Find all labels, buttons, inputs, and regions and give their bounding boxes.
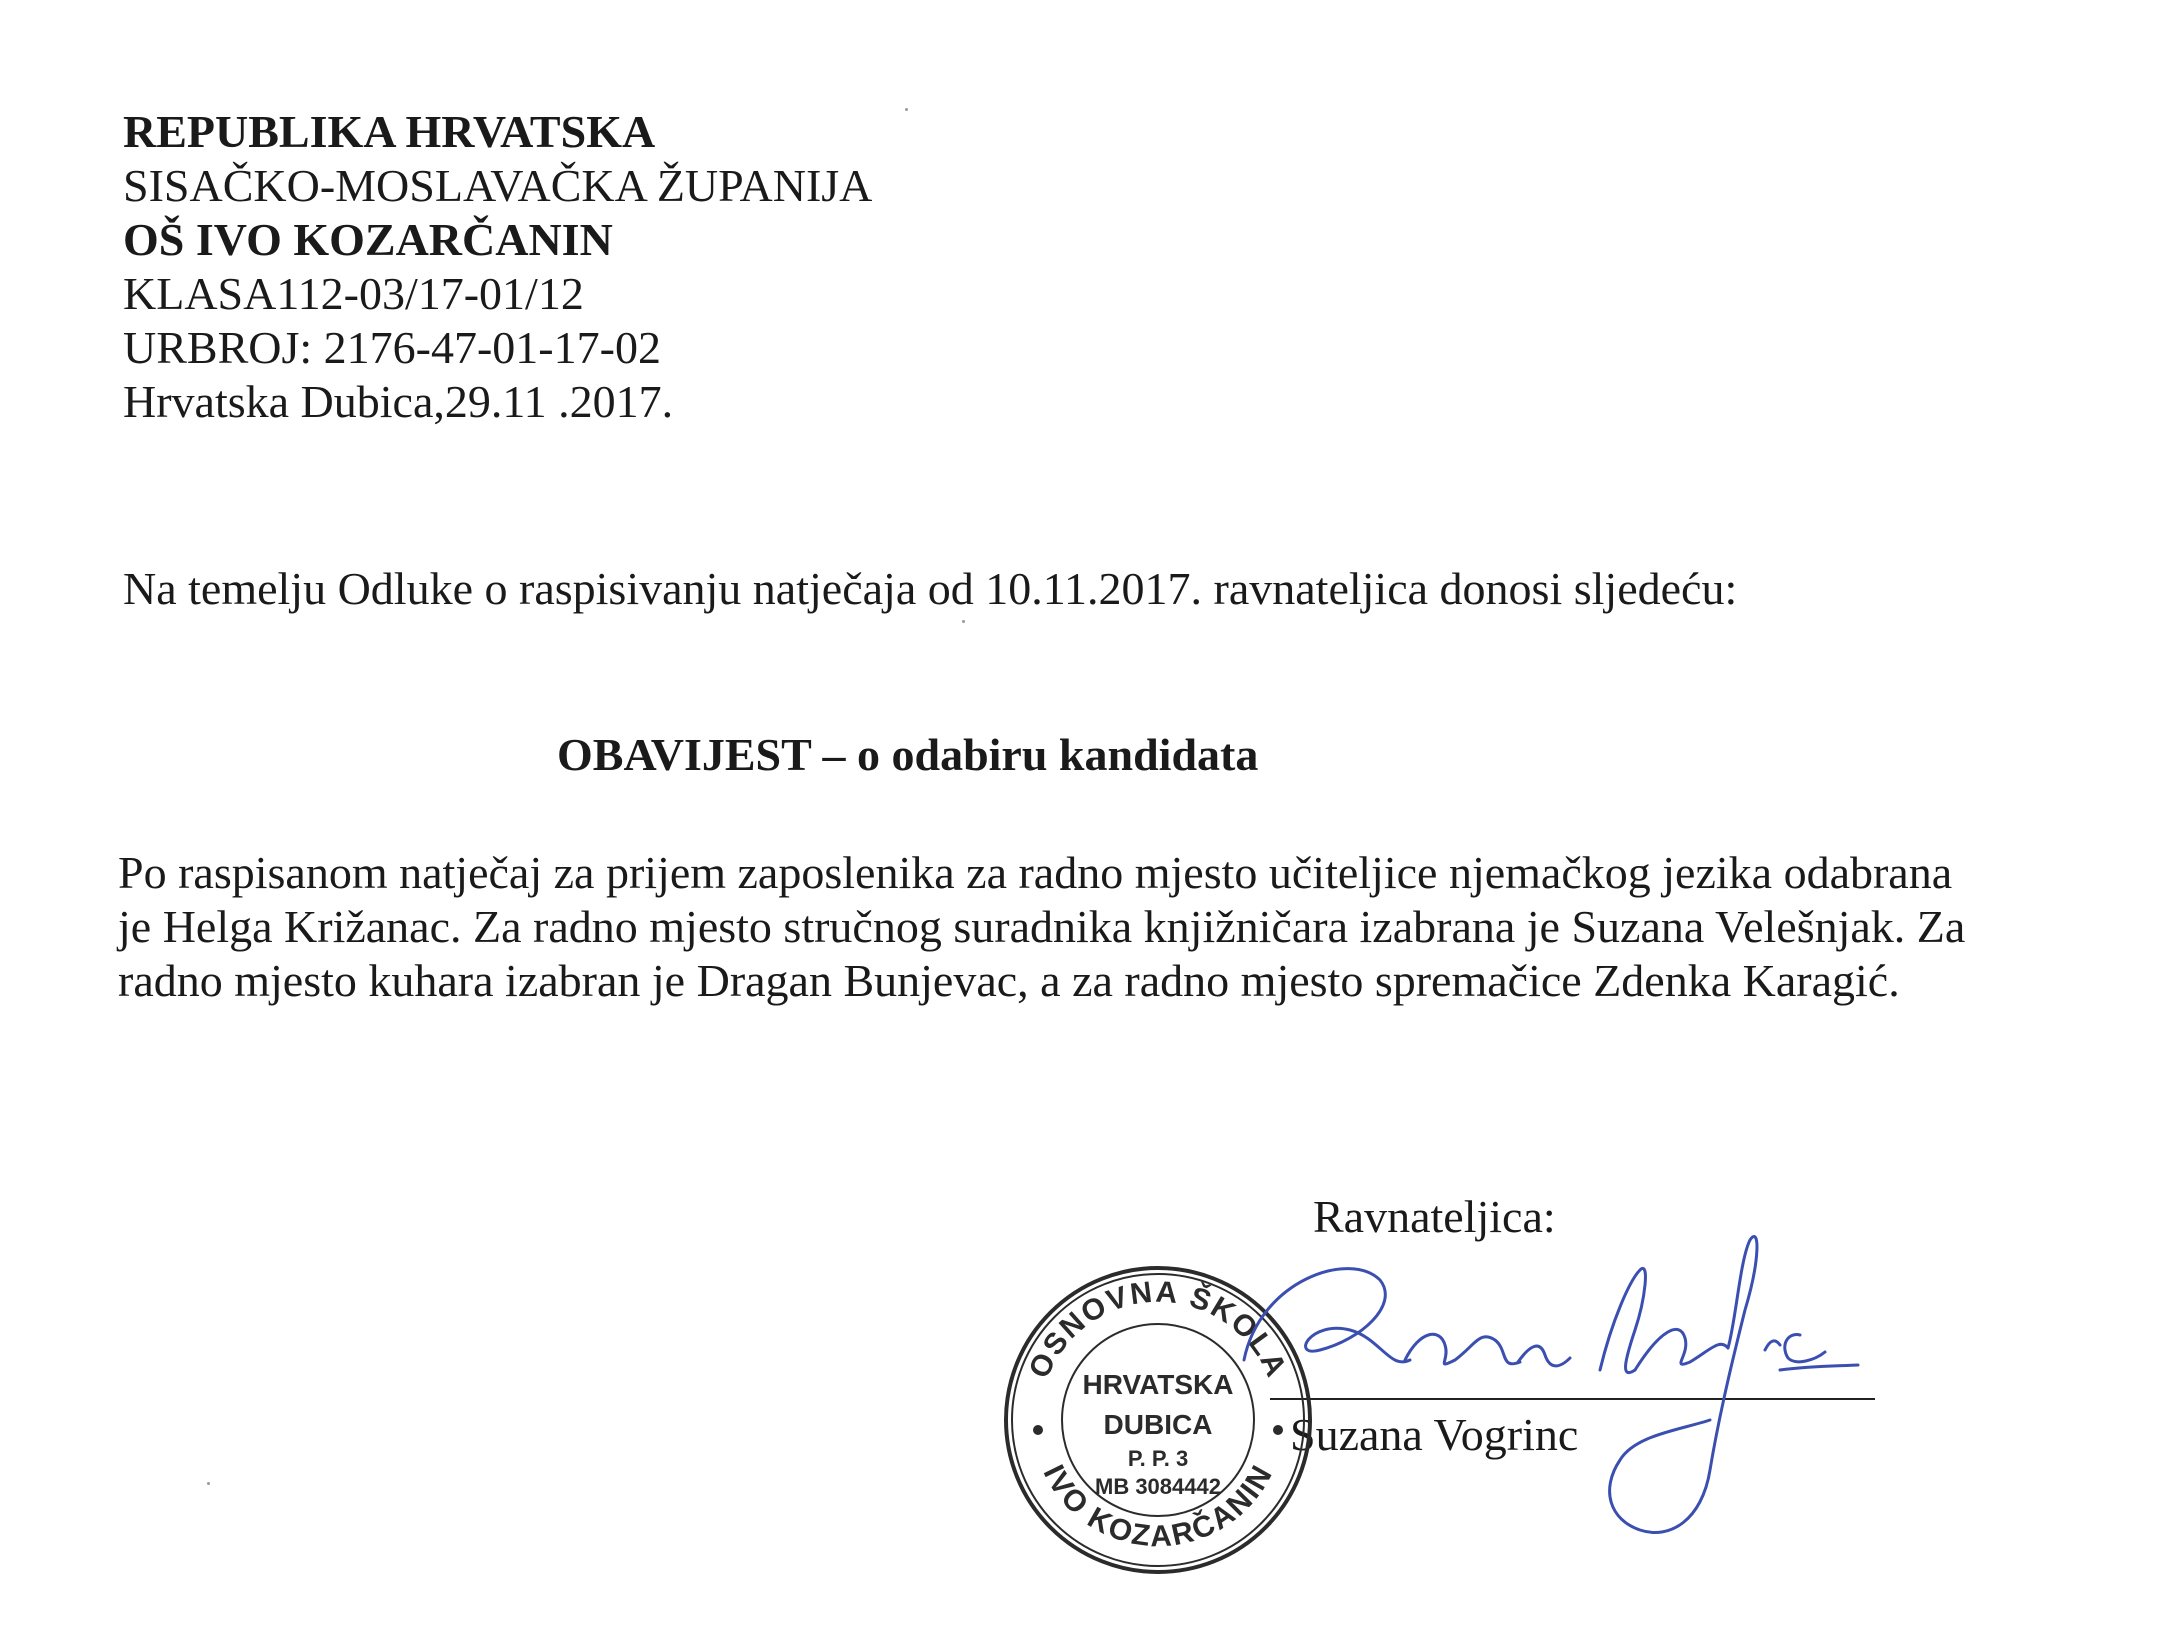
- document-header: [123, 105, 872, 429]
- klasa-number: KLASA112-03/17-01/12: [123, 268, 584, 319]
- intro-paragraph: Na temelju Odluke o raspisivanju natječaja od 10.11.2017. ravnateljica donosi sljedeću:: [123, 563, 1738, 614]
- place-date: Hrvatska Dubica,29.11 .2017.: [123, 376, 674, 427]
- county-heading: SISAČKO-MOSLAVAČKA ŽUPANIJA: [123, 160, 873, 211]
- scan-speck: [962, 620, 965, 623]
- body-line: radno mjesto kuhara izabran je Dragan Bunjevac, a za radno mjesto spremačice Zdenka Karagić.: [118, 955, 1900, 1006]
- country-heading: REPUBLIKA HRVATSKA: [123, 106, 656, 157]
- stamp-ring-top: OSNOVNA ŠKOLA: [1022, 1275, 1294, 1384]
- signatory-role: Ravnateljica:: [1313, 1191, 1556, 1242]
- handwritten-signature: [1240, 1220, 1860, 1550]
- signatory-name: Suzana Vogrinc: [1290, 1409, 1579, 1460]
- stamp-line-3: P. P. 3: [1127, 1446, 1189, 1471]
- urbroj-number: URBROJ: 2176-47-01-17-02: [123, 322, 661, 373]
- stamp-line-2: DUBICA: [1103, 1409, 1213, 1440]
- scan-speck: [207, 1482, 210, 1485]
- body-line: je Helga Križanac. Za radno mjesto stručnog suradnika knjižničara izabrana je Suzana Velešnjak. Za: [118, 901, 1966, 952]
- body-line: Po raspisanom natječaj za prijem zaposlenika za radno mjesto učiteljice njemačkog jezika odabrana: [118, 847, 1953, 898]
- stamp-line-4: MB 3084442: [1095, 1474, 1221, 1499]
- scan-speck: [905, 108, 908, 111]
- notice-body: [118, 846, 2108, 1008]
- notice-title: OBAVIJEST – o odabiru kandidata: [557, 729, 1259, 780]
- stamp-ring-bottom: IVO KOZARČANIN: [1036, 1458, 1280, 1554]
- school-heading: OŠ IVO KOZARČANIN: [123, 214, 613, 265]
- stamp-line-1: HRVATSKA: [1082, 1369, 1234, 1400]
